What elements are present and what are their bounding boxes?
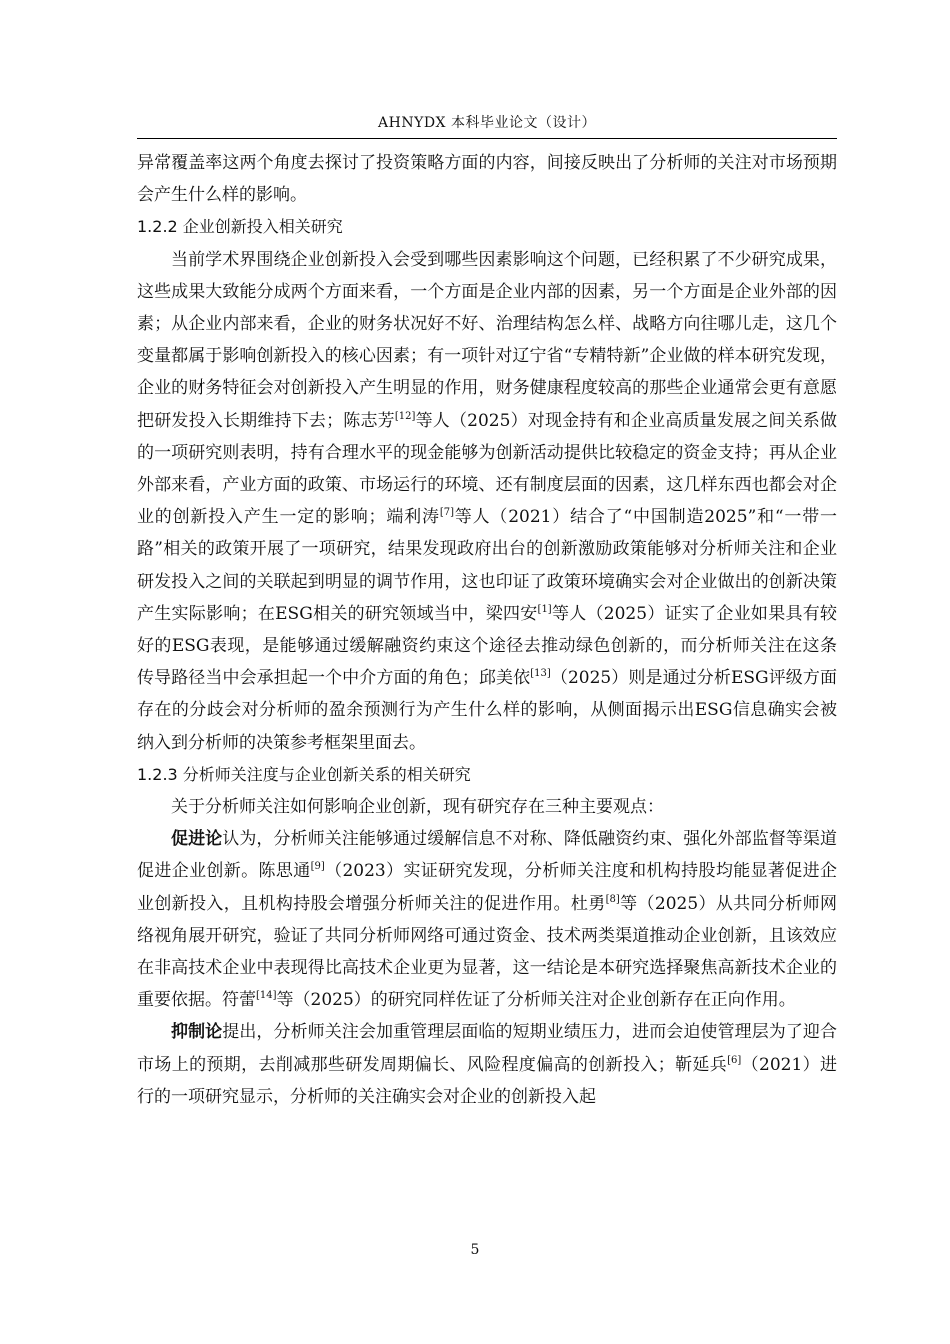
citation-1: [1] bbox=[537, 603, 552, 615]
text-segment: 等（2025）的研究同样佐证了分析师关注对企业创新存在正向作用。 bbox=[276, 990, 796, 1011]
term-suppression: 抑制论 bbox=[171, 1022, 223, 1043]
paragraph-three-views: 关于分析师关注如何影响企业创新，现有研究存在三种主要观点： bbox=[171, 797, 664, 818]
paragraph-innovation-factors bbox=[137, 244, 837, 759]
citation-13: [13] bbox=[530, 668, 551, 680]
text-segment: （2023）实证研究发现，分析师关注度和机构持股均能显著促进企业创新投入，且机构持股会增强分析师关注的促进作用。杜勇 bbox=[137, 861, 838, 914]
text-segment: 提出，分析师关注会加重管理层面临的短期业绩压力，进而会迫使管理层为了迎合市场上的预期，去削减那些研发周期偏长、风险程度偏高的创新投入；靳延兵 bbox=[137, 1022, 838, 1075]
text-segment: 等人（2025）证实了企业如果具有较好的ESG表现，是能够通过缓解融资约束这个途径去推动绿色创新的，而分析师关注在这条传导路径当中会承担起一个中介方面的角色；邱美依 bbox=[137, 603, 838, 689]
section-heading-1-2-3: 1.2.3 分析师关注度与企业创新关系的相关研究 bbox=[137, 764, 471, 784]
text-segment: 认为，分析师关注能够通过缓解信息不对称、降低融资约束、强化外部监督等渠道促进企业创新。陈思通 bbox=[137, 829, 838, 882]
citation-7: [7] bbox=[439, 507, 454, 519]
document-body bbox=[137, 147, 837, 1113]
header-divider bbox=[137, 138, 837, 139]
citation-9: [9] bbox=[310, 861, 325, 873]
term-promotion: 促进论 bbox=[171, 829, 223, 850]
citation-14: [14] bbox=[256, 990, 277, 1002]
citation-8: [8] bbox=[605, 893, 620, 905]
running-header: AHNYDX 本科毕业论文（设计） bbox=[378, 115, 596, 131]
page-number: 5 bbox=[470, 1242, 480, 1258]
text-segment: 等人（2021）结合了“中国制造2025”和“一带一路”相关的政策开展了一项研究，结果发现政府出台的创新激励政策能够对分析师关注和企业研发投入之间的关联起到明显的调节作用，这也印证了政策环境确实会对企业做出的创新决策产生实际影响；在ESG相关的研究领域当中，梁四安 bbox=[137, 507, 838, 624]
text-segment: 当前学术界围绕企业创新投入会受到哪些因素影响这个问题，已经积累了不少研究成果，这些成果大致能分成两个方面来看，一个方面是企业内部的因素，另一个方面是企业外部的因素；从企业内部来看，企业的财务状况好不好、治理结构怎么样、战略方向往哪儿走，这几个变量都属于影响创新投入的核心因素；有一项针对辽宁省“专精特新”企业做的样本研究发现，企业的财务特征会对创新投入产生明显的作用，财务健康程度较高的那些企业通常会更有意愿把研发投入长期维持下去；陈志芳 bbox=[137, 249, 837, 431]
section-heading-1-2-2: 1.2.2 企业创新投入相关研究 bbox=[137, 217, 343, 237]
citation-12: [12] bbox=[394, 410, 416, 422]
text-segment: （2021）进行的一项研究显示，分析师的关注确实会对企业的创新投入起 bbox=[137, 1054, 838, 1107]
paragraph-continuation: 异常覆盖率这两个角度去探讨了投资策略方面的内容，间接反映出了分析师的关注对市场预期会产生什么样的影响。 bbox=[137, 153, 837, 206]
text-segment: 等人（2025）对现金持有和企业高质量发展之间关系做的一项研究则表明，持有合理水平的现金能够为创新活动提供比较稳定的资金支持；再从企业外部来看，产业方面的政策、市场运行的环境、还有制度层面的因素，这几样东西也都会对企业的创新投入产生一定的影响；端利涛 bbox=[137, 410, 837, 528]
text-segment: 等（2025）从共同分析师网络视角展开研究，验证了共同分析师网络可通过资金、技术两类渠道推动企业创新，且该效应在非高技术企业中表现得比高技术企业更为显著，这一结论是本研究选择聚焦高新技术企业的重要依据。符蕾 bbox=[137, 893, 838, 1011]
text-segment: （2025）则是通过分析ESG评级方面存在的分歧会对分析师的盈余预测行为产生什么样的影响，从侧面揭示出ESG信息确实会被纳入到分析师的决策参考框架里面去。 bbox=[137, 668, 837, 753]
paragraph-promotion-view bbox=[137, 823, 837, 1016]
paragraph-suppression-view bbox=[137, 1016, 837, 1113]
citation-6: [6] bbox=[727, 1054, 742, 1066]
